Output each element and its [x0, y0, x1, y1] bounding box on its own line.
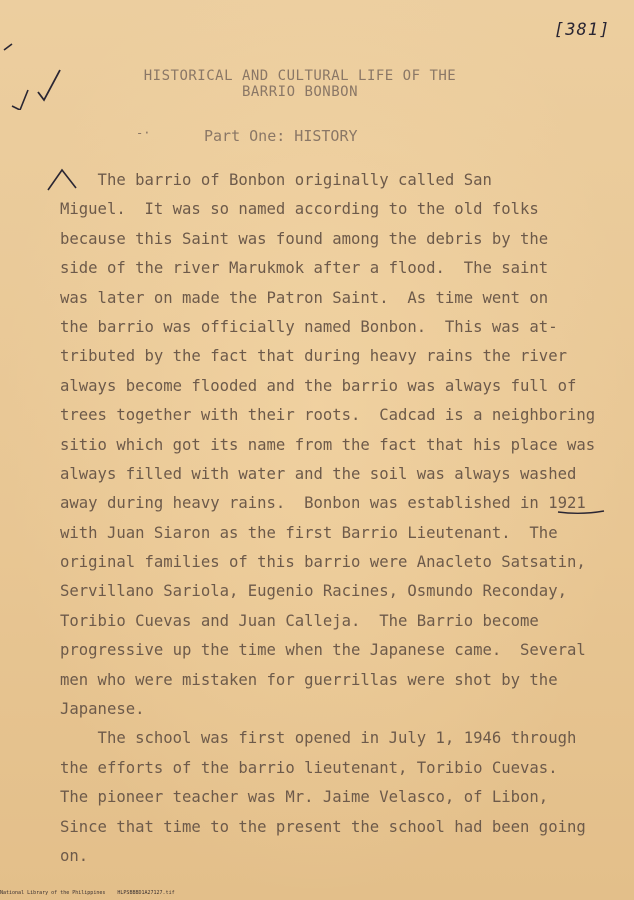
text-line: Servillano Sariola, Eugenio Racines, Osmundo Reconday,	[60, 582, 567, 601]
text-line: The pioneer teacher was Mr. Jaime Velasco, of Libon,	[60, 788, 549, 807]
text-line: the efforts of the barrio lieutenant, Toribio Cuevas.	[60, 758, 558, 777]
text-line: original families of this barrio were Anacleto Satsatin,	[60, 553, 586, 572]
check-mark-icon	[0, 20, 80, 110]
text-line: tributed by the fact that during heavy rains the river	[60, 347, 567, 366]
body-text	[60, 166, 620, 871]
text-line: men who were mistaken for guerrillas were shot by the	[60, 670, 558, 689]
year-underline-mark	[556, 508, 606, 516]
text-line: progressive up the time when the Japanese came. Several	[60, 641, 586, 660]
text-line: Since that time to the present the school had been going	[60, 817, 586, 836]
section-title: Part One: HISTORY	[204, 127, 358, 145]
text-line: Miguel. It was so named according to the old folks	[60, 200, 539, 219]
page-number: [381]	[554, 20, 611, 40]
document-title-line-1: HISTORICAL AND CULTURAL LIFE OF THE	[143, 68, 457, 84]
text-line: because this Saint was found among the debris by the	[60, 229, 549, 248]
text-line: on.	[60, 846, 89, 865]
document-title-line-2: BARRIO BONBON	[241, 84, 359, 100]
dash-mark: -·	[136, 126, 151, 140]
text-line: sitio which got its name from the fact that his place was	[60, 435, 596, 454]
text-line: The school was first opened in July 1, 1946 through	[60, 729, 577, 748]
text-line: Japanese.	[60, 700, 145, 719]
text-line: The barrio of Bonbon originally called San	[60, 171, 492, 189]
text-line: away during heavy rains. Bonbon was established in 1921	[60, 494, 586, 513]
text-line: was later on made the Patron Saint. As time went on	[60, 288, 549, 307]
text-line: the barrio was officially named Bonbon. This was at-	[60, 317, 558, 336]
archive-footer: National Library of the Philippines HLPSBBBD1A27127.tif	[0, 890, 175, 896]
text-line: always filled with water and the soil was always washed	[60, 464, 577, 483]
text-line: Toribio Cuevas and Juan Calleja. The Barrio become	[60, 611, 539, 630]
text-line: side of the river Marukmok after a flood. The saint	[60, 259, 549, 278]
text-line: trees together with their roots. Cadcad is a neighboring	[60, 406, 596, 425]
text-line: always become flooded and the barrio was always full of	[60, 376, 577, 395]
text-line: with Juan Siaron as the first Barrio Lieutenant. The	[60, 523, 558, 542]
